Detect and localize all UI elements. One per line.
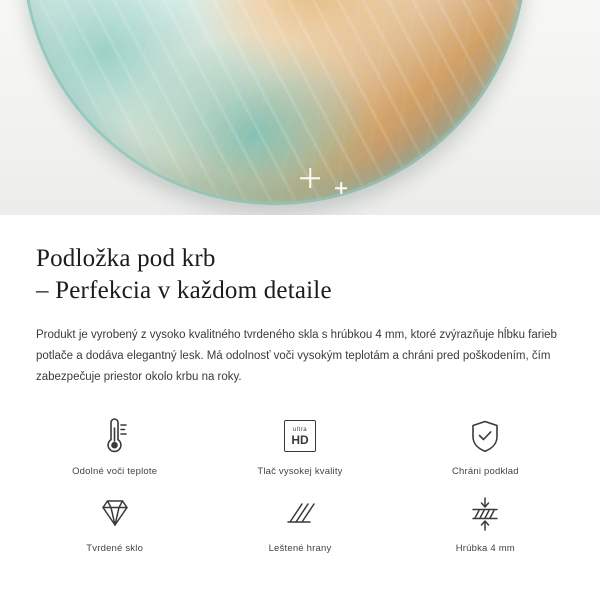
diamond-icon bbox=[95, 491, 135, 535]
feature-label: Tlač vysokej kvality bbox=[257, 466, 343, 477]
hero-image bbox=[0, 0, 600, 215]
text-content bbox=[0, 215, 600, 388]
thermometer-icon bbox=[97, 414, 133, 458]
headline-line-2: – Perfekcia v každom detaile bbox=[36, 277, 332, 304]
feature-label: Hrúbka 4 mm bbox=[455, 543, 515, 554]
ultra-hd-badge-top: ultra bbox=[292, 426, 308, 433]
feature-label: Tvrdené sklo bbox=[86, 543, 144, 554]
feature-item-heat-resistant bbox=[22, 414, 207, 477]
shield-check-icon bbox=[467, 414, 503, 458]
feature-label: Leštené hrany bbox=[268, 543, 332, 554]
feature-item-print-quality bbox=[207, 414, 392, 477]
feature-item-tempered-glass bbox=[22, 491, 207, 554]
headline-line-1: Podložka pod krb bbox=[36, 245, 216, 272]
feature-item-polished-edges bbox=[207, 491, 392, 554]
feature-item-thickness bbox=[393, 491, 578, 554]
page-title bbox=[36, 243, 564, 307]
feature-label: Chráni podklad bbox=[451, 466, 519, 477]
ultra-hd-icon bbox=[284, 414, 316, 458]
description-paragraph: Produkt je vyrobený z vysoko kvalitného tvrdeného skla s hrúbkou 4 mm, ktoré zvýrazňuje hĺbku farieb potlače a dodáva elegantný lesk. Má odolnosť voči vysokým teplotám a chráni pred poškodením, čím zabezpečuje priestor okolo krbu na roky. bbox=[36, 329, 557, 383]
thickness-arrows-icon bbox=[465, 491, 505, 535]
feature-label: Odolné voči teplote bbox=[72, 466, 158, 477]
feature-item-surface-protection bbox=[393, 414, 578, 477]
glass-pad-disc bbox=[22, 0, 527, 205]
polished-edges-icon bbox=[280, 491, 320, 535]
feature-grid bbox=[0, 414, 600, 554]
ultra-hd-badge-bottom: HD bbox=[291, 432, 309, 447]
